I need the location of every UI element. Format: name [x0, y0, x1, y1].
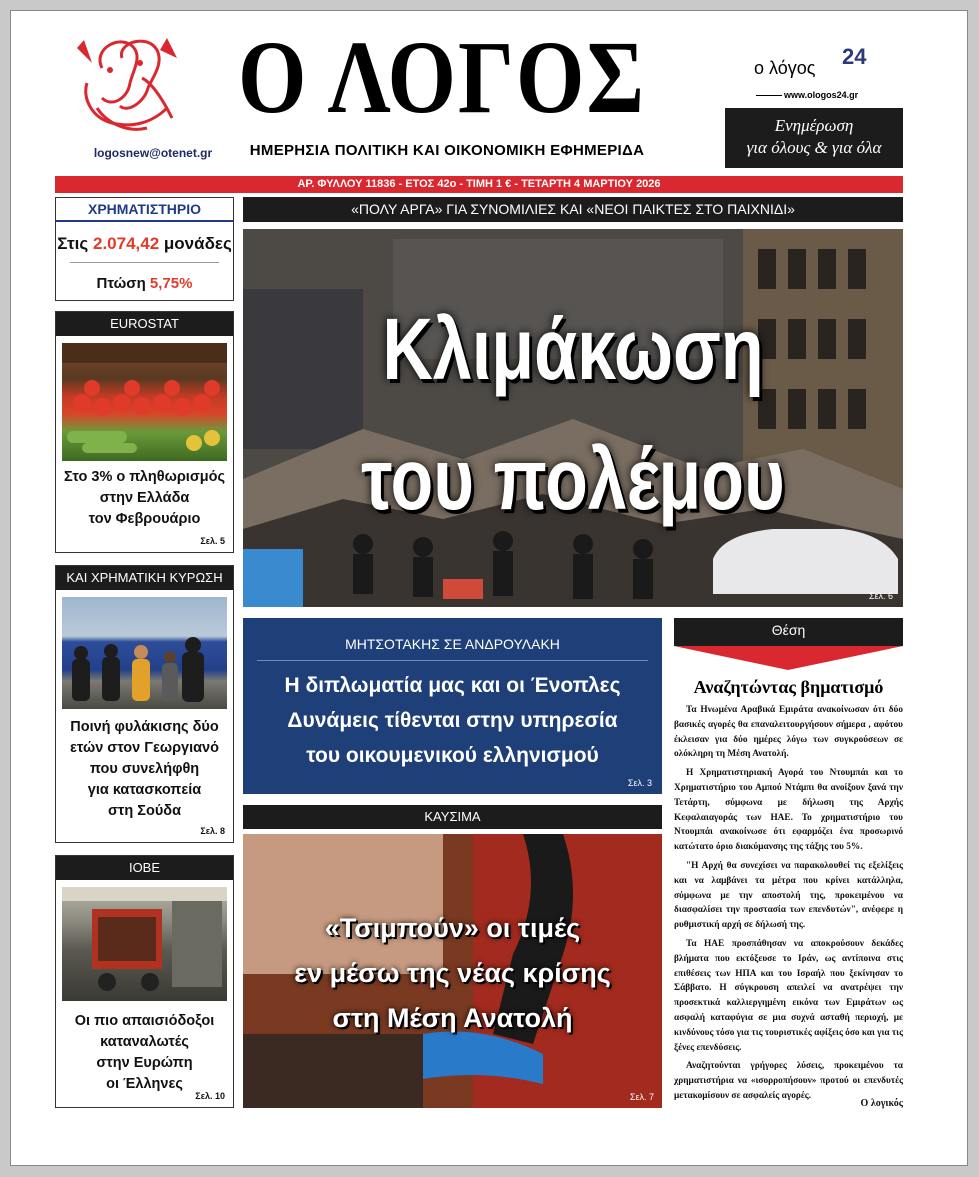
- iobe-page-ref: Σελ. 10: [195, 1091, 225, 1101]
- espionage-headline: Ποινή φυλάκισης δύο ετών στον Γεωργιανό που συνελήφθη για κατασκοπεία στη Σούδα: [70, 719, 219, 819]
- slogan-line-2: για όλους & για όλα: [746, 138, 882, 157]
- web-logo-text: ο λόγος: [754, 58, 816, 78]
- iobe-headline: Οι πιο απαισιόδοξοι καταναλωτές στην Ευρώπη οι Έλληνες: [74, 1013, 215, 1092]
- market-cart-photo: [62, 887, 227, 1001]
- lead-page-ref: Σελ. 6: [868, 591, 893, 601]
- fuel-headline: «Τσιμπούν» οι τιμές εν μέσω της νέας κρίσης στη Μέση Ανατολή: [294, 913, 611, 1033]
- mitsotakis-story[interactable]: [243, 618, 662, 794]
- police-photo: [62, 597, 227, 709]
- newspaper-logo-emblem: [72, 28, 188, 140]
- fuel-page-ref: Σελ. 7: [629, 1092, 654, 1102]
- web-url[interactable]: www.ologos24.gr: [784, 90, 859, 100]
- fuel-story[interactable]: [243, 834, 662, 1108]
- mitsotakis-kicker: ΜΗΤΣΟΤΑΚΗΣ ΣΕ ΑΝΔΡΟΥΛΑΚΗ: [345, 636, 560, 652]
- produce-stall-icon: [62, 343, 227, 461]
- opinion-paragraph: Τα ΗΑΕ προσπάθησαν να αποκρούσουν δεκάδες βλήματα που εκτόξευσε το Ιράν, ως αντίποινα στις επιθέσεις των ΗΠΑ και του Ισραήλ που ξεκίνησαν το Σάββατο. Η σύγκρουση απειλεί να ανατρέψει την προσεκτικά καλλιεργημένη εικόνα των Εμιράτων ως ασφαλή καταφύγια σε μια συχνά ασταθή περιοχή, με κινδύνους τόσο για τις τουριστικές αφίξεις όσο και για τις ξένες επενδύσεις.: [674, 938, 903, 1053]
- mitsotakis-page-ref: Σελ. 3: [627, 778, 652, 788]
- stock-change-value: 5,75%: [149, 275, 193, 292]
- newspaper-title: Ο ΛΟΓΟΣ: [238, 21, 646, 136]
- opinion-header: Θέση: [674, 618, 903, 642]
- slogan-box: [725, 108, 903, 168]
- web-logo-rule: [756, 95, 782, 96]
- opinion-banner-decoration: [674, 642, 903, 670]
- red-triangle-icon: [674, 642, 903, 670]
- newspaper-subtitle: ΗΜΕΡΗΣΙΑ ΠΟΛΙΤΙΚΗ ΚΑΙ ΟΙΚΟΝΟΜΙΚΗ ΕΦΗΜΕΡΙΔΑ: [249, 142, 645, 159]
- opinion-paragraph: Τα Ηνωμένα Αραβικά Εμιράτα ανακοίνωσαν ότι δύο βασικές αγορές θα επαναλειτουργήσουν σήμερα , αφότου έκλεισαν για δύο ημέρες λόγω των συγκρούσεων σε ολόκληρη τη Μέση Ανατολή.: [674, 705, 903, 760]
- opinion-body: [674, 703, 903, 1108]
- lead-story[interactable]: [243, 229, 903, 607]
- espionage-header: ΚΑΙ ΧΡΗΜΑΤΙΚΗ ΚΥΡΩΣΗ: [56, 566, 233, 590]
- eurostat-headline: Στο 3% ο πληθωρισμός στην Ελλάδα τον Φεβρουάριο: [63, 469, 226, 527]
- mitsotakis-rule: [257, 660, 648, 661]
- lead-headline-line-1: Κλιμάκωση: [382, 300, 764, 398]
- opinion-paragraph: Η Χρηματιστηριακή Αγορά του Ντουμπάι και το Χρηματιστήριο του Αμπού Ντάμπι θα ανοίξουν ξανά την Τετάρτη, σύμφωνα με δήλωση της Αρχής Κεφαλαιαγοράς των ΗΑΕ. Το χρηματιστήριο του Ντουμπάι ανακοίνωσε ότι εφαρμόζει ένα προσωρινό κατώτατο όριο διακύμανσης της τάξης του 5%.: [674, 768, 903, 853]
- stock-index-value: 2.074,42: [92, 234, 160, 253]
- faces-emblem-icon: [72, 28, 188, 140]
- stock-header: ΧΡΗΜΑΤΙΣΤΗΡΙΟ: [56, 198, 233, 222]
- consumers-story[interactable]: [55, 855, 234, 1108]
- issue-info-bar: ΑΡ. ΦΥΛΛΟΥ 11836 - ΕΤΟΣ 42ο - ΤΙΜΗ 1 € - ΤΕΤΑΡΤΗ 4 ΜΑΡΤΙΟΥ 2026: [55, 176, 903, 193]
- iobe-header: ΙΟΒΕ: [56, 856, 233, 880]
- opinion-paragraph: Αναζητούνται γρήγορες λύσεις, προκειμένου τα χρηματιστήρια να «ισορροπήσουν» προτού οι επενδυτές μετακομίσουν σε ασφαλείς αγορές.: [674, 1061, 903, 1101]
- opinion-paragraph: "Η Αρχή θα συνεχίσει να παρακολουθεί τις εξελίξεις και να λαμβάνει τα μέτρα που κρίνει κατάλληλα, σύμφωνα με την αποστολή της, προκειμένου να διασφαλίσει την προστασία των επενδυτών", ανέφερε η ρυθμιστική αρχή σε δήλωσή της.: [674, 860, 903, 931]
- people-silhouettes-icon: [62, 597, 227, 709]
- lead-kicker-banner: «ΠΟΛΥ ΑΡΓΑ» ΓΙΑ ΣΥΝΟΜΙΛΙΕΣ ΚΑΙ «ΝΕΟΙ ΠΑΙΚΤΕΣ ΣΤΟ ΠΑΙΧΝΙΔΙ»: [243, 197, 903, 222]
- contact-email[interactable]: logosnew@otenet.gr: [93, 146, 213, 160]
- mitsotakis-headline: Η διπλωματία μας και οι Ένοπλες Δυνάμεις τίθενται στην υπηρεσία του οικουμενικού ελληνισμού: [284, 674, 621, 767]
- espionage-page-ref: Σελ. 8: [200, 826, 225, 836]
- opinion-title: Αναζητώντας βηματισμό: [693, 677, 884, 697]
- web-edition-logo[interactable]: [752, 40, 872, 100]
- eurostat-story[interactable]: [55, 311, 234, 553]
- eurostat-page-ref: Σελ. 5: [200, 536, 225, 546]
- fuel-header: ΚΑΥΣΙΜΑ: [243, 805, 662, 829]
- web-logo-number: 24: [842, 44, 867, 69]
- stock-index-line: Στις 2.074,42 μονάδες: [57, 234, 232, 253]
- lead-headline-line-2: του πολέμου: [361, 430, 785, 528]
- stock-market-box[interactable]: [55, 197, 234, 301]
- shopping-cart-icon: [62, 887, 227, 1001]
- espionage-story[interactable]: [55, 565, 234, 843]
- eurostat-header: EUROSTAT: [56, 312, 233, 336]
- slogan-line-1: Ενημέρωση: [774, 116, 854, 135]
- vegetables-photo: [62, 343, 227, 461]
- opinion-signature: Ο λογικός: [860, 1098, 903, 1109]
- stock-change-line: Πτώση 5,75%: [96, 275, 193, 292]
- stock-separator: [70, 262, 219, 263]
- destroyed-building-photo-icon: [243, 229, 903, 607]
